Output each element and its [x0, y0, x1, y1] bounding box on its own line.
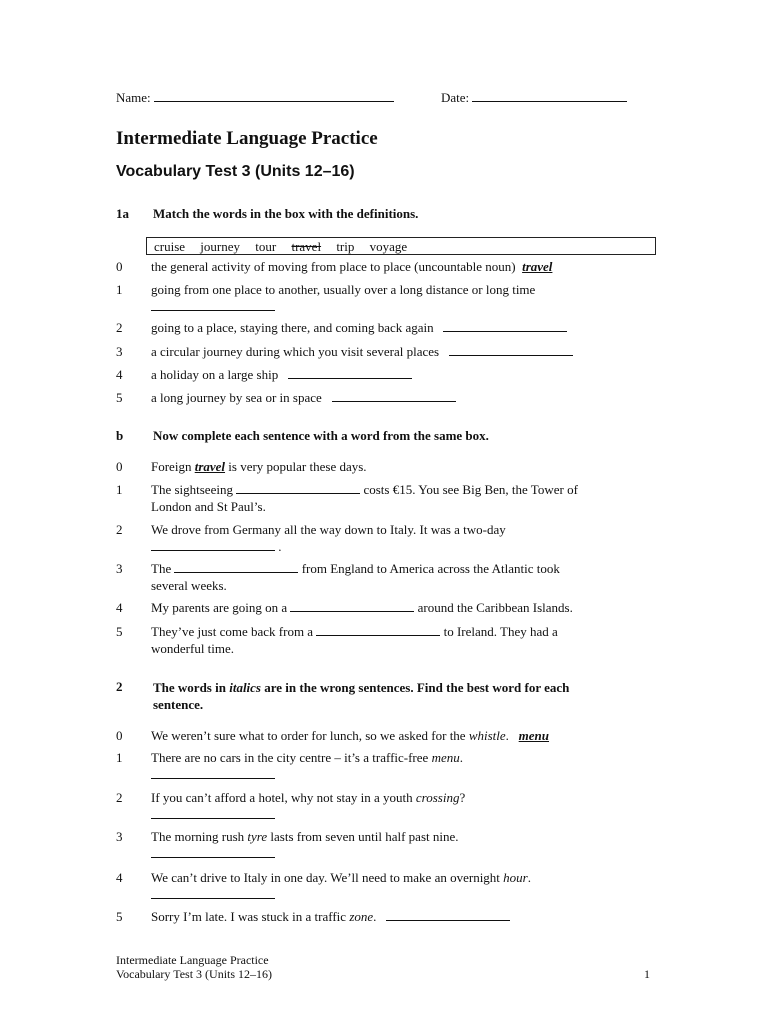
definition-text: going to a place, staying there, and coming back again	[151, 320, 434, 335]
item-number: 5	[116, 390, 123, 405]
box-word: journey	[200, 239, 241, 254]
sentence-text: is very popular these days.	[228, 459, 367, 474]
sentence-text: My parents are going on a	[151, 600, 288, 615]
sentence-item: We drove from Germany all the way down to Italy. It was a two-day .	[151, 522, 506, 554]
sentence-text: wonderful time.	[151, 641, 235, 656]
box-word: voyage	[369, 239, 408, 254]
definition-item	[151, 258, 651, 275]
sentence-text: Foreign	[151, 459, 192, 474]
sentence-text: ?	[459, 790, 466, 805]
definition-item	[151, 343, 651, 360]
sentence-item	[151, 869, 651, 903]
sentence-text: .	[527, 870, 531, 885]
item-number: 4	[116, 600, 123, 615]
answer-blank[interactable]	[449, 343, 573, 356]
sentence-item	[151, 727, 651, 744]
item-number: 4	[116, 870, 123, 885]
answer-blank[interactable]	[288, 366, 412, 379]
word-box	[146, 237, 656, 255]
instruction-italic: italics	[229, 680, 261, 695]
sentence-text: lasts from seven until half past nine.	[270, 829, 459, 844]
sentence-item	[151, 560, 651, 594]
item-number: 0	[116, 728, 123, 743]
section-1a-number: 1a	[116, 206, 129, 221]
sentence-text: Sorry I’m late. I was stuck in a traffic	[151, 909, 347, 924]
answer-blank[interactable]	[151, 538, 275, 551]
answer-blank[interactable]	[151, 845, 275, 858]
sentence-item	[151, 599, 651, 616]
item-number: 4	[116, 367, 123, 382]
instruction-text: are in the wrong sentences. Find the best word for each	[264, 680, 570, 695]
sentence-text: around the Caribbean Islands.	[417, 600, 573, 615]
date-label: Date:	[441, 90, 470, 105]
definition-text: a long journey by sea or in space	[151, 390, 322, 405]
item-number: 1	[116, 282, 123, 297]
section-2-number: 2	[116, 679, 123, 694]
sentence-text: There are no cars in the city centre – it’s a traffic-free	[151, 750, 429, 765]
item-number: 3	[116, 829, 123, 844]
item-number: 1	[116, 750, 123, 765]
name-blank[interactable]	[154, 89, 394, 102]
section-b-number: b	[116, 428, 124, 443]
definition-text: a holiday on a large ship	[151, 367, 279, 382]
sentence-text: We weren’t sure what to order for lunch, so we asked for the	[151, 728, 466, 743]
answer-blank[interactable]	[443, 319, 567, 332]
answer-blank[interactable]	[236, 481, 360, 494]
wrong-word: menu	[431, 750, 460, 765]
item-number: 1	[116, 482, 123, 497]
section-b-instruction: Now complete each sentence with a word from the same box.	[153, 428, 489, 443]
footer-line-2: Vocabulary Test 3 (Units 12–16)	[116, 967, 273, 981]
page-number: 1	[644, 967, 650, 981]
sentence-item	[151, 481, 651, 515]
item-number: 5	[116, 624, 123, 639]
sentence-text: to Ireland. They had a	[443, 624, 558, 639]
sentence-item	[151, 623, 651, 657]
item-number: 2	[116, 790, 123, 805]
sentence-text: several weeks.	[151, 578, 227, 593]
answer-blank[interactable]	[174, 560, 298, 573]
sentence-text: The morning rush	[151, 829, 245, 844]
item-number: 5	[116, 909, 123, 924]
sentence-text: We can’t drive to Italy in one day. We’ll need to make an overnight	[151, 870, 500, 885]
definition-item	[151, 389, 651, 406]
example-answer: travel	[522, 259, 553, 274]
name-field-row	[116, 89, 394, 106]
sentence-item	[151, 908, 651, 925]
sentence-text: They’ve just come back from a	[151, 624, 314, 639]
answer-blank[interactable]	[290, 599, 414, 612]
wrong-word: tyre	[247, 829, 268, 844]
wrong-word: hour	[503, 870, 528, 885]
name-label: Name:	[116, 90, 151, 105]
item-number: 0	[116, 259, 123, 274]
section-2-instruction	[153, 679, 663, 713]
item-number: 2	[116, 320, 123, 335]
sentence-text: The	[151, 561, 172, 576]
item-number: 3	[116, 344, 123, 359]
wrong-word: whistle	[468, 728, 506, 743]
item-number: 3	[116, 561, 123, 576]
sentence-item	[151, 458, 651, 475]
box-word: trip	[336, 239, 355, 254]
example-answer: travel	[194, 459, 226, 474]
answer-blank[interactable]	[151, 886, 275, 899]
item-number: 0	[116, 459, 123, 474]
sentence-text: The sightseeing	[151, 482, 233, 497]
definition-text: the general activity of moving from place to place (uncountable noun)	[151, 259, 516, 274]
sentence-text: .	[505, 728, 509, 743]
sentence-item	[151, 749, 651, 783]
box-word-crossed: travel	[291, 239, 322, 254]
date-blank[interactable]	[472, 89, 627, 102]
sentence-text: .	[459, 750, 463, 765]
answer-blank[interactable]	[316, 623, 440, 636]
wrong-word: zone	[349, 909, 374, 924]
wrong-word: crossing	[415, 790, 460, 805]
answer-blank[interactable]	[151, 766, 275, 779]
box-word: cruise	[154, 239, 186, 254]
answer-blank[interactable]	[386, 908, 510, 921]
sentence-text: We drove from Germany all the way down to Italy. It was a two-day	[151, 522, 506, 537]
item-number: 2	[116, 522, 123, 537]
sentence-item	[151, 828, 651, 862]
section-1a-instruction: Match the words in the box with the definitions.	[153, 206, 419, 221]
sentence-text: If you can’t afford a hotel, why not stay in a youth	[151, 790, 413, 805]
page-subtitle: Vocabulary Test 3 (Units 12–16)	[116, 163, 355, 180]
sentence-text: costs €15. You see Big Ben, the Tower of	[363, 482, 578, 497]
sentence-text: .	[373, 909, 377, 924]
instruction-text: sentence.	[153, 697, 204, 712]
sentence-item	[151, 789, 651, 823]
definition-text: going from one place to another, usually over a long distance or long time	[151, 282, 536, 297]
answer-blank[interactable]	[151, 298, 275, 311]
sentence-text: London and St Paul’s.	[151, 499, 266, 514]
instruction-text: The words in	[153, 680, 226, 695]
date-field-row	[441, 89, 627, 106]
example-answer: menu	[518, 728, 550, 743]
definition-item	[151, 319, 651, 336]
answer-blank[interactable]	[332, 389, 456, 402]
definition-text: a circular journey during which you visit several places	[151, 344, 440, 359]
box-word: tour	[255, 239, 277, 254]
footer	[116, 953, 272, 981]
definition-item	[151, 366, 651, 383]
page-title: Intermediate Language Practice	[116, 128, 378, 149]
footer-line-1: Intermediate Language Practice	[116, 953, 269, 967]
answer-blank[interactable]	[151, 806, 275, 819]
definition-item	[151, 281, 651, 315]
sentence-text: from England to America across the Atlantic took	[301, 561, 560, 576]
